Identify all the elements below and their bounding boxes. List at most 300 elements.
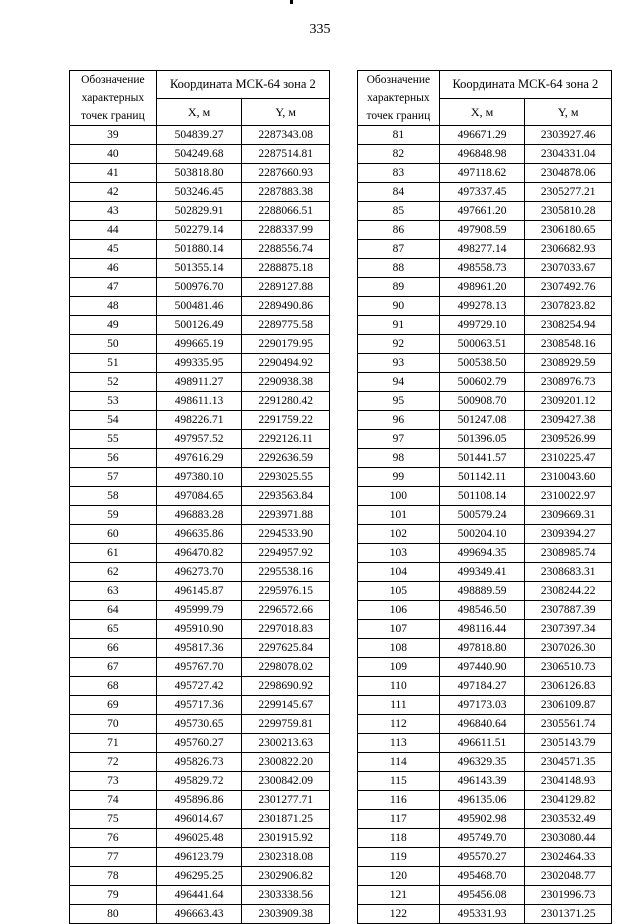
y-coordinate-cell: 2291280.42 [242,392,330,411]
x-coordinate-cell: 495829.72 [156,772,242,791]
point-number-cell: 104 [358,563,440,582]
top-edge-mark [290,0,293,4]
y-coordinate-cell: 2294533.90 [242,525,330,544]
table-row [358,848,612,867]
table-row [70,278,330,297]
x-header: X, м [439,98,525,126]
x-coordinate-cell: 500976.70 [156,278,242,297]
table-row [358,316,612,335]
x-coordinate-cell: 498961.20 [439,278,525,297]
table-row [70,753,330,772]
y-coordinate-cell: 2307033.67 [525,259,612,278]
y-coordinate-cell: 2304148.93 [525,772,612,791]
y-coordinate-cell: 2307823.82 [525,297,612,316]
x-coordinate-cell: 498116.44 [439,620,525,639]
y-coordinate-cell: 2309427.38 [525,411,612,430]
point-number-cell: 116 [358,791,440,810]
point-number-cell: 59 [70,506,157,525]
x-coordinate-cell: 495570.27 [439,848,525,867]
y-coordinate-cell: 2308548.16 [525,335,612,354]
table-row [358,772,612,791]
table-row [70,772,330,791]
right-table-body [358,126,612,924]
y-coordinate-cell: 2287514.81 [242,145,330,164]
table-row [358,221,612,240]
x-coordinate-cell: 496123.79 [156,848,242,867]
point-label-header: Обозначение характерных точек границ [70,71,157,126]
x-coordinate-cell: 497337.45 [439,183,525,202]
x-coordinate-cell: 498889.59 [439,582,525,601]
x-coordinate-cell: 495760.27 [156,734,242,753]
y-coordinate-cell: 2297018.83 [242,620,330,639]
y-coordinate-cell: 2292636.59 [242,449,330,468]
point-number-cell: 54 [70,411,157,430]
point-number-cell: 94 [358,373,440,392]
point-number-cell: 64 [70,601,157,620]
y-coordinate-cell: 2302464.33 [525,848,612,867]
point-number-cell: 99 [358,468,440,487]
y-coordinate-cell: 2309201.12 [525,392,612,411]
table-row [70,316,330,335]
x-coordinate-cell: 495456.08 [439,886,525,905]
point-number-cell: 69 [70,696,157,715]
point-number-cell: 76 [70,829,157,848]
y-coordinate-cell: 2301277.71 [242,791,330,810]
point-number-cell: 68 [70,677,157,696]
point-number-cell: 87 [358,240,440,259]
point-number-cell: 50 [70,335,157,354]
y-coordinate-cell: 2303532.49 [525,810,612,829]
y-coordinate-cell: 2298078.02 [242,658,330,677]
x-coordinate-cell: 496295.25 [156,867,242,886]
point-number-cell: 65 [70,620,157,639]
point-number-cell: 117 [358,810,440,829]
table-row [70,449,330,468]
coordinates-table-right [357,70,612,924]
point-number-cell: 109 [358,658,440,677]
x-coordinate-cell: 496635.86 [156,525,242,544]
table-row [70,639,330,658]
y-coordinate-cell: 2299145.67 [242,696,330,715]
point-number-cell: 52 [70,373,157,392]
x-coordinate-cell: 495902.98 [439,810,525,829]
point-number-cell: 100 [358,487,440,506]
y-coordinate-cell: 2308976.73 [525,373,612,392]
point-number-cell: 41 [70,164,157,183]
table-row [358,259,612,278]
table-row [70,145,330,164]
point-number-cell: 78 [70,867,157,886]
y-coordinate-cell: 2296572.66 [242,601,330,620]
point-label-header: Обозначение характерных точек границ [358,71,440,126]
x-coordinate-cell: 496611.51 [439,734,525,753]
table-row [358,449,612,468]
table-row [70,734,330,753]
left-table-body [70,126,330,924]
y-coordinate-cell: 2288337.99 [242,221,330,240]
x-coordinate-cell: 496145.87 [156,582,242,601]
table-row [358,240,612,259]
table-row [70,715,330,734]
y-coordinate-cell: 2310022.97 [525,487,612,506]
x-coordinate-cell: 496014.67 [156,810,242,829]
coordinates-table-left [69,70,330,924]
point-number-cell: 82 [358,145,440,164]
y-coordinate-cell: 2288556.74 [242,240,330,259]
point-number-cell: 77 [70,848,157,867]
table-row [358,430,612,449]
x-coordinate-cell: 495717.36 [156,696,242,715]
coord-group-header: Координата МСК-64 зона 2 [439,71,611,99]
point-number-cell: 70 [70,715,157,734]
point-number-cell: 51 [70,354,157,373]
x-coordinate-cell: 497084.65 [156,487,242,506]
y-coordinate-cell: 2293025.55 [242,468,330,487]
point-number-cell: 96 [358,411,440,430]
point-number-cell: 81 [358,126,440,145]
y-coordinate-cell: 2304129.82 [525,791,612,810]
table-row [70,259,330,278]
table-row [358,278,612,297]
table-row [70,791,330,810]
table-row [358,126,612,145]
point-number-cell: 107 [358,620,440,639]
table-row [358,677,612,696]
y-coordinate-cell: 2308254.94 [525,316,612,335]
y-coordinate-cell: 2307026.30 [525,639,612,658]
x-coordinate-cell: 497661.20 [439,202,525,221]
table-row [358,202,612,221]
point-number-cell: 106 [358,601,440,620]
table-row [358,867,612,886]
point-number-cell: 92 [358,335,440,354]
table-row [358,753,612,772]
table-row [358,335,612,354]
y-coordinate-cell: 2307492.76 [525,278,612,297]
point-number-cell: 95 [358,392,440,411]
point-number-cell: 115 [358,772,440,791]
x-coordinate-cell: 496273.70 [156,563,242,582]
x-coordinate-cell: 496143.39 [439,772,525,791]
point-number-cell: 63 [70,582,157,601]
y-coordinate-cell: 2309669.31 [525,506,612,525]
x-coordinate-cell: 495468.70 [439,867,525,886]
y-coordinate-cell: 2303080.44 [525,829,612,848]
point-number-cell: 98 [358,449,440,468]
table-row [70,392,330,411]
table-row [358,601,612,620]
point-number-cell: 80 [70,905,157,924]
table-row [70,373,330,392]
point-number-cell: 97 [358,430,440,449]
point-number-cell: 43 [70,202,157,221]
x-coordinate-cell: 501247.08 [439,411,525,430]
point-number-cell: 57 [70,468,157,487]
point-number-cell: 84 [358,183,440,202]
x-coordinate-cell: 499349.41 [439,563,525,582]
point-number-cell: 53 [70,392,157,411]
table-row [358,582,612,601]
point-number-cell: 60 [70,525,157,544]
x-coordinate-cell: 496441.64 [156,886,242,905]
x-header: X, м [156,98,242,126]
y-coordinate-cell: 2308985.74 [525,544,612,563]
point-number-cell: 58 [70,487,157,506]
point-number-cell: 122 [358,905,440,924]
point-number-cell: 47 [70,278,157,297]
page-number: 335 [309,22,331,37]
table-row [358,164,612,183]
x-coordinate-cell: 498226.71 [156,411,242,430]
point-number-cell: 55 [70,430,157,449]
y-coordinate-cell: 2307397.34 [525,620,612,639]
x-coordinate-cell: 495817.36 [156,639,242,658]
x-coordinate-cell: 497616.29 [156,449,242,468]
y-coordinate-cell: 2308683.31 [525,563,612,582]
point-number-cell: 88 [358,259,440,278]
x-coordinate-cell: 495910.90 [156,620,242,639]
x-coordinate-cell: 500602.79 [439,373,525,392]
point-number-cell: 113 [358,734,440,753]
y-coordinate-cell: 2305143.79 [525,734,612,753]
x-coordinate-cell: 496329.35 [439,753,525,772]
y-coordinate-cell: 2289775.58 [242,316,330,335]
x-coordinate-cell: 498558.73 [439,259,525,278]
y-coordinate-cell: 2303338.56 [242,886,330,905]
table-row [70,183,330,202]
x-coordinate-cell: 495999.79 [156,601,242,620]
table-row [70,696,330,715]
y-coordinate-cell: 2300213.63 [242,734,330,753]
point-number-cell: 85 [358,202,440,221]
point-number-cell: 46 [70,259,157,278]
x-coordinate-cell: 501108.14 [439,487,525,506]
point-number-cell: 56 [70,449,157,468]
coord-group-header: Координата МСК-64 зона 2 [156,71,329,99]
table-row [70,164,330,183]
table-row [70,354,330,373]
table-row [70,240,330,259]
x-coordinate-cell: 495730.65 [156,715,242,734]
x-coordinate-cell: 497440.90 [439,658,525,677]
table-row [70,848,330,867]
table-row [70,886,330,905]
table-row [70,810,330,829]
x-coordinate-cell: 497908.59 [439,221,525,240]
point-number-cell: 103 [358,544,440,563]
x-coordinate-cell: 496135.06 [439,791,525,810]
table-row [358,297,612,316]
x-coordinate-cell: 499694.35 [439,544,525,563]
table-row [358,506,612,525]
y-coordinate-cell: 2297625.84 [242,639,330,658]
y-header: Y, м [525,98,612,126]
table-row [70,563,330,582]
x-coordinate-cell: 503818.80 [156,164,242,183]
table-row [70,544,330,563]
point-number-cell: 93 [358,354,440,373]
table-row [70,430,330,449]
table-row [358,183,612,202]
x-coordinate-cell: 496663.43 [156,905,242,924]
table-row [358,715,612,734]
x-coordinate-cell: 501396.05 [439,430,525,449]
point-number-cell: 105 [358,582,440,601]
x-coordinate-cell: 501355.14 [156,259,242,278]
y-coordinate-cell: 2306109.87 [525,696,612,715]
y-coordinate-cell: 2304331.04 [525,145,612,164]
point-number-cell: 89 [358,278,440,297]
table-row [358,886,612,905]
point-number-cell: 66 [70,639,157,658]
point-number-cell: 108 [358,639,440,658]
point-number-cell: 102 [358,525,440,544]
table-row [70,601,330,620]
x-coordinate-cell: 498277.14 [439,240,525,259]
table-row [358,829,612,848]
table-row [358,145,612,164]
table-row [358,373,612,392]
y-coordinate-cell: 2306126.83 [525,677,612,696]
table-row [70,202,330,221]
y-coordinate-cell: 2305810.28 [525,202,612,221]
table-row [358,544,612,563]
y-coordinate-cell: 2291759.22 [242,411,330,430]
table-row [70,411,330,430]
point-number-cell: 118 [358,829,440,848]
point-number-cell: 44 [70,221,157,240]
x-coordinate-cell: 495767.70 [156,658,242,677]
x-coordinate-cell: 499278.13 [439,297,525,316]
x-coordinate-cell: 500538.50 [439,354,525,373]
y-header: Y, м [242,98,330,126]
x-coordinate-cell: 495826.73 [156,753,242,772]
table-row [70,905,330,924]
y-coordinate-cell: 2288875.18 [242,259,330,278]
x-coordinate-cell: 496848.98 [439,145,525,164]
table-row [70,487,330,506]
x-coordinate-cell: 497380.10 [156,468,242,487]
y-coordinate-cell: 2306180.65 [525,221,612,240]
table-row [70,297,330,316]
y-coordinate-cell: 2304571.35 [525,753,612,772]
x-coordinate-cell: 502829.91 [156,202,242,221]
y-coordinate-cell: 2294957.92 [242,544,330,563]
y-coordinate-cell: 2300822.20 [242,753,330,772]
y-coordinate-cell: 2290938.38 [242,373,330,392]
table-row [358,392,612,411]
point-number-cell: 83 [358,164,440,183]
y-coordinate-cell: 2303927.46 [525,126,612,145]
x-coordinate-cell: 499729.10 [439,316,525,335]
table-row [358,658,612,677]
x-coordinate-cell: 497818.80 [439,639,525,658]
table-row [70,829,330,848]
y-coordinate-cell: 2303909.38 [242,905,330,924]
x-coordinate-cell: 498546.50 [439,601,525,620]
x-coordinate-cell: 497184.27 [439,677,525,696]
point-number-cell: 62 [70,563,157,582]
table-row [358,810,612,829]
x-coordinate-cell: 496671.29 [439,126,525,145]
table-row [358,487,612,506]
point-number-cell: 40 [70,145,157,164]
table-row [70,582,330,601]
point-number-cell: 121 [358,886,440,905]
point-number-cell: 86 [358,221,440,240]
x-coordinate-cell: 495896.86 [156,791,242,810]
y-coordinate-cell: 2310043.60 [525,468,612,487]
table-row [70,525,330,544]
y-coordinate-cell: 2308244.22 [525,582,612,601]
y-coordinate-cell: 2301871.25 [242,810,330,829]
x-coordinate-cell: 497173.03 [439,696,525,715]
table-row [70,867,330,886]
x-coordinate-cell: 496470.82 [156,544,242,563]
y-coordinate-cell: 2305561.74 [525,715,612,734]
x-coordinate-cell: 500481.46 [156,297,242,316]
table-row [358,468,612,487]
table-row [358,620,612,639]
y-coordinate-cell: 2289490.86 [242,297,330,316]
x-coordinate-cell: 496025.48 [156,829,242,848]
x-coordinate-cell: 495727.42 [156,677,242,696]
y-coordinate-cell: 2287883.38 [242,183,330,202]
x-coordinate-cell: 504249.68 [156,145,242,164]
table-row [70,506,330,525]
table-row [358,563,612,582]
x-coordinate-cell: 504839.27 [156,126,242,145]
x-coordinate-cell: 500579.24 [439,506,525,525]
y-coordinate-cell: 2292126.11 [242,430,330,449]
point-number-cell: 48 [70,297,157,316]
x-coordinate-cell: 496883.28 [156,506,242,525]
y-coordinate-cell: 2305277.21 [525,183,612,202]
point-number-cell: 90 [358,297,440,316]
point-number-cell: 45 [70,240,157,259]
y-coordinate-cell: 2304878.06 [525,164,612,183]
y-coordinate-cell: 2295976.15 [242,582,330,601]
x-coordinate-cell: 502279.14 [156,221,242,240]
x-coordinate-cell: 495331.93 [439,905,525,924]
point-number-cell: 119 [358,848,440,867]
point-number-cell: 91 [358,316,440,335]
point-number-cell: 110 [358,677,440,696]
y-coordinate-cell: 2293563.84 [242,487,330,506]
point-number-cell: 75 [70,810,157,829]
point-number-cell: 101 [358,506,440,525]
y-coordinate-cell: 2290179.95 [242,335,330,354]
y-coordinate-cell: 2298690.92 [242,677,330,696]
table-row [358,639,612,658]
point-number-cell: 73 [70,772,157,791]
point-number-cell: 72 [70,753,157,772]
table-row [358,411,612,430]
x-coordinate-cell: 500908.70 [439,392,525,411]
y-coordinate-cell: 2301371.25 [525,905,612,924]
table-row [70,677,330,696]
x-coordinate-cell: 500126.49 [156,316,242,335]
point-number-cell: 71 [70,734,157,753]
y-coordinate-cell: 2309526.99 [525,430,612,449]
point-number-cell: 49 [70,316,157,335]
y-coordinate-cell: 2299759.81 [242,715,330,734]
table-row [70,221,330,240]
x-coordinate-cell: 500204.10 [439,525,525,544]
y-coordinate-cell: 2300842.09 [242,772,330,791]
point-number-cell: 79 [70,886,157,905]
y-coordinate-cell: 2307887.39 [525,601,612,620]
